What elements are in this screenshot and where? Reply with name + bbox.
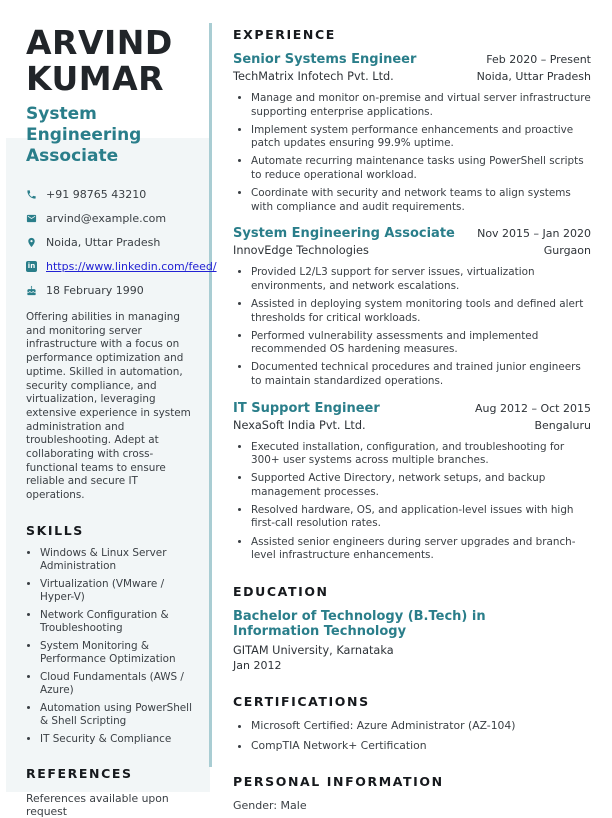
job-location: Bengaluru <box>534 418 591 432</box>
contact-birthday <box>26 284 196 298</box>
person-name-line2: KUMAR <box>26 59 165 98</box>
job-entry-system-engineering-associate <box>233 226 591 388</box>
job-bullet: • Supported Active Directory, network setups, and backup management processes. <box>251 472 591 499</box>
email-address: arvind@example.com <box>46 212 167 225</box>
certification-item: • Microsoft Certified: Azure Administrator (AZ-104) <box>251 719 591 733</box>
experience-heading: EXPERIENCE <box>233 27 336 42</box>
skill-item: • Virtualization (VMware / Hyper-V) <box>40 578 196 605</box>
job-bullet: • Coordinate with security and network teams to align systems with compliance and audit requirements. <box>251 187 591 214</box>
sidebar <box>26 23 217 818</box>
skills-list <box>26 547 196 747</box>
contact-section <box>26 188 217 298</box>
job-header <box>233 401 591 433</box>
job-bullet-list <box>233 441 591 563</box>
job-entry-senior-systems-engineer <box>233 52 591 214</box>
education-school: GITAM University, Karnataka <box>233 643 394 657</box>
contact-email <box>26 212 196 226</box>
education-date: Jan 2012 <box>233 658 282 672</box>
skill-item: • System Monitoring & Performance Optimization <box>40 640 196 667</box>
education-degree: Bachelor of Technology (B.Tech) in Information Technology <box>233 608 486 640</box>
skills-heading: SKILLS <box>26 522 84 538</box>
location-text: Noida, Uttar Pradesh <box>46 236 161 249</box>
linkedin-link[interactable]: https://www.linkedin.com/feed/ <box>46 260 217 273</box>
job-bullet-list <box>233 92 591 214</box>
job-bullet: • Assisted in deploying system monitoring tools and defined alert thresholds for critical workloads. <box>251 298 591 325</box>
main-column <box>233 27 591 812</box>
linkedin-icon: in <box>27 262 36 270</box>
job-location: Noida, Uttar Pradesh <box>476 70 591 83</box>
job-bullet: • Executed installation, configuration, and troubleshooting for 300+ user systems across multiple branches. <box>251 441 591 468</box>
profile-summary: Offering abilities in managing and monitoring server infrastructure with a focus on performance optimization and uptime. Skilled in automation, security compliance, and virtualization, leveraging extensive experience in system administration and troubleshooting. Adept at collaborating with cross-functional teams to ensure reliable and secure IT operations. <box>26 311 191 502</box>
certifications-heading: CERTIFICATIONS <box>233 693 370 709</box>
column-divider <box>209 23 212 767</box>
skill-item: • Windows & Linux Server Administration <box>40 547 196 574</box>
references-text: References available upon request <box>26 792 169 818</box>
job-company: InnovEdge Technologies <box>233 244 369 258</box>
job-location: Gurgaon <box>543 244 591 258</box>
job-company: TechMatrix Infotech Pvt. Ltd. <box>233 70 394 83</box>
personal-information-text: Gender: Male <box>233 798 307 812</box>
person-name-line1: ARVIND <box>26 23 173 62</box>
job-title: IT Support Engineer <box>233 400 380 416</box>
job-bullet: • Manage and monitor on-premise and virtual server infrastructure supporting enterprise applications. <box>251 92 591 119</box>
phone-number: +91 98765 43210 <box>46 188 147 201</box>
job-dates: Aug 2012 – Oct 2015 <box>475 401 591 415</box>
job-bullet: • Provided L2/L3 support for server issues, virtualization environments, and network escalations. <box>251 266 591 293</box>
skill-item: • Network Configuration & Troubleshooting <box>40 609 196 636</box>
certification-item: • CompTIA Network+ Certification <box>251 739 591 753</box>
job-title: Senior Systems Engineer <box>233 52 417 67</box>
job-header <box>233 226 591 258</box>
person-name <box>26 25 196 97</box>
contact-phone <box>26 188 196 202</box>
birthday-text: 18 February 1990 <box>46 284 144 297</box>
job-dates: Nov 2015 – Jan 2020 <box>477 227 591 241</box>
skill-item: • IT Security & Compliance <box>40 733 196 747</box>
job-bullet: • Automate recurring maintenance tasks using PowerShell scripts to reduce operational workload. <box>251 155 591 182</box>
phone-icon <box>26 189 37 200</box>
skill-item: • Cloud Fundamentals (AWS / Azure) <box>40 671 196 698</box>
job-bullet: • Performed vulnerability assessments and implemented recommended OS hardening measures. <box>251 330 591 357</box>
job-bullet: • Documented technical procedures and trained junior engineers to maintain standardized operations. <box>251 361 591 388</box>
skill-item: • Automation using PowerShell & Shell Scripting <box>40 702 196 729</box>
contact-linkedin <box>26 260 217 274</box>
job-bullet: • Resolved hardware, OS, and application-level issues with high first-call resolution rates. <box>251 504 591 531</box>
job-header <box>233 52 591 84</box>
email-icon <box>26 213 37 224</box>
birthday-icon <box>26 285 37 296</box>
job-dates: Feb 2020 – Present <box>486 53 591 66</box>
job-entry-it-support-engineer <box>233 401 591 563</box>
job-bullet-list <box>233 266 591 388</box>
job-bullet: • Implement system performance enhancements and proactive patch updates ensuring 99.9% uptime. <box>251 124 591 151</box>
job-bullet: • Assisted senior engineers during server upgrades and branch-level infrastructure enhancements. <box>251 536 591 563</box>
education-heading: EDUCATION <box>233 583 329 599</box>
job-title: System Engineering Associate <box>233 226 455 242</box>
person-job-title: System Engineering Associate <box>26 104 142 166</box>
references-heading: REFERENCES <box>26 766 133 782</box>
location-icon <box>26 237 37 248</box>
contact-location <box>26 236 196 250</box>
personal-information-heading: PERSONAL INFORMATION <box>233 773 444 789</box>
certifications-list <box>233 719 591 753</box>
job-company: NexaSoft India Pvt. Ltd. <box>233 418 366 432</box>
